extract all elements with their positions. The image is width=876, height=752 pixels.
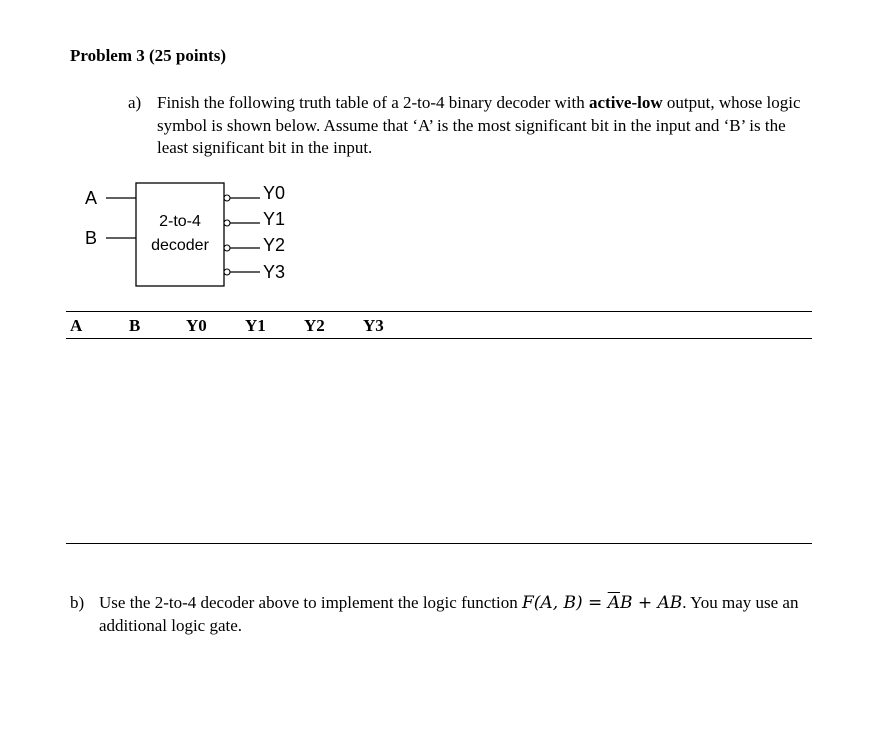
- function-lhs: F(A, B) =: [521, 593, 608, 613]
- part-b-text-1: Use the 2-to-4 decoder above to implement the logic function: [99, 593, 522, 612]
- output-y3-bubble: [224, 269, 230, 275]
- part-a-label: a): [128, 93, 142, 112]
- input-b-label: B: [85, 228, 98, 248]
- table-top-rule: [66, 311, 812, 312]
- decoder-block-line1: 2-to-4: [159, 213, 201, 230]
- output-y1-label: Y1: [263, 209, 286, 229]
- output-y3-label: Y3: [263, 262, 286, 282]
- output-y0-label: Y0: [263, 183, 286, 203]
- problem-title: Problem 3 (25 points): [70, 46, 226, 65]
- col-header-y1: Y1: [245, 316, 266, 335]
- table-bottom-rule: [66, 543, 812, 544]
- output-y0-bubble: [224, 195, 230, 201]
- part-b-text: [99, 592, 810, 637]
- decoder-logic-symbol: [60, 170, 320, 300]
- decoder-block-line2: decoder: [151, 237, 209, 254]
- a-bar-term: $\overline{A}$: [607, 593, 620, 613]
- part-a-text-1: Finish the following truth table of a 2-to-4 binary decoder with: [157, 93, 589, 112]
- col-header-b: B: [129, 316, 141, 335]
- part-a-question: [128, 92, 818, 160]
- part-a-text-2: output, whose logic symbol is shown below. Assume that ‘A’ is the most significant bit in the input and ‘B’ is the least significant bit in the input.: [157, 93, 801, 157]
- input-a-label: A: [85, 188, 98, 208]
- col-header-y0: Y0: [186, 316, 207, 335]
- col-header-y3: Y3: [363, 316, 384, 335]
- function-rhs-rest: B + AB: [619, 593, 683, 613]
- output-y2-label: Y2: [263, 235, 286, 255]
- col-header-a: A: [70, 316, 83, 335]
- part-b-label: b): [70, 593, 85, 612]
- part-a-text: [157, 92, 818, 160]
- col-header-y2: Y2: [304, 316, 325, 335]
- part-b-question: [70, 592, 810, 637]
- part-b-text-2: . You may use an additional logic gate.: [99, 593, 799, 635]
- truth-table-body[interactable]: [66, 340, 812, 540]
- part-a-bold-term: active-low: [589, 93, 663, 112]
- logic-function-expression: [522, 593, 682, 613]
- decoder-block: [136, 183, 224, 286]
- table-header-bottom-rule: [66, 338, 812, 339]
